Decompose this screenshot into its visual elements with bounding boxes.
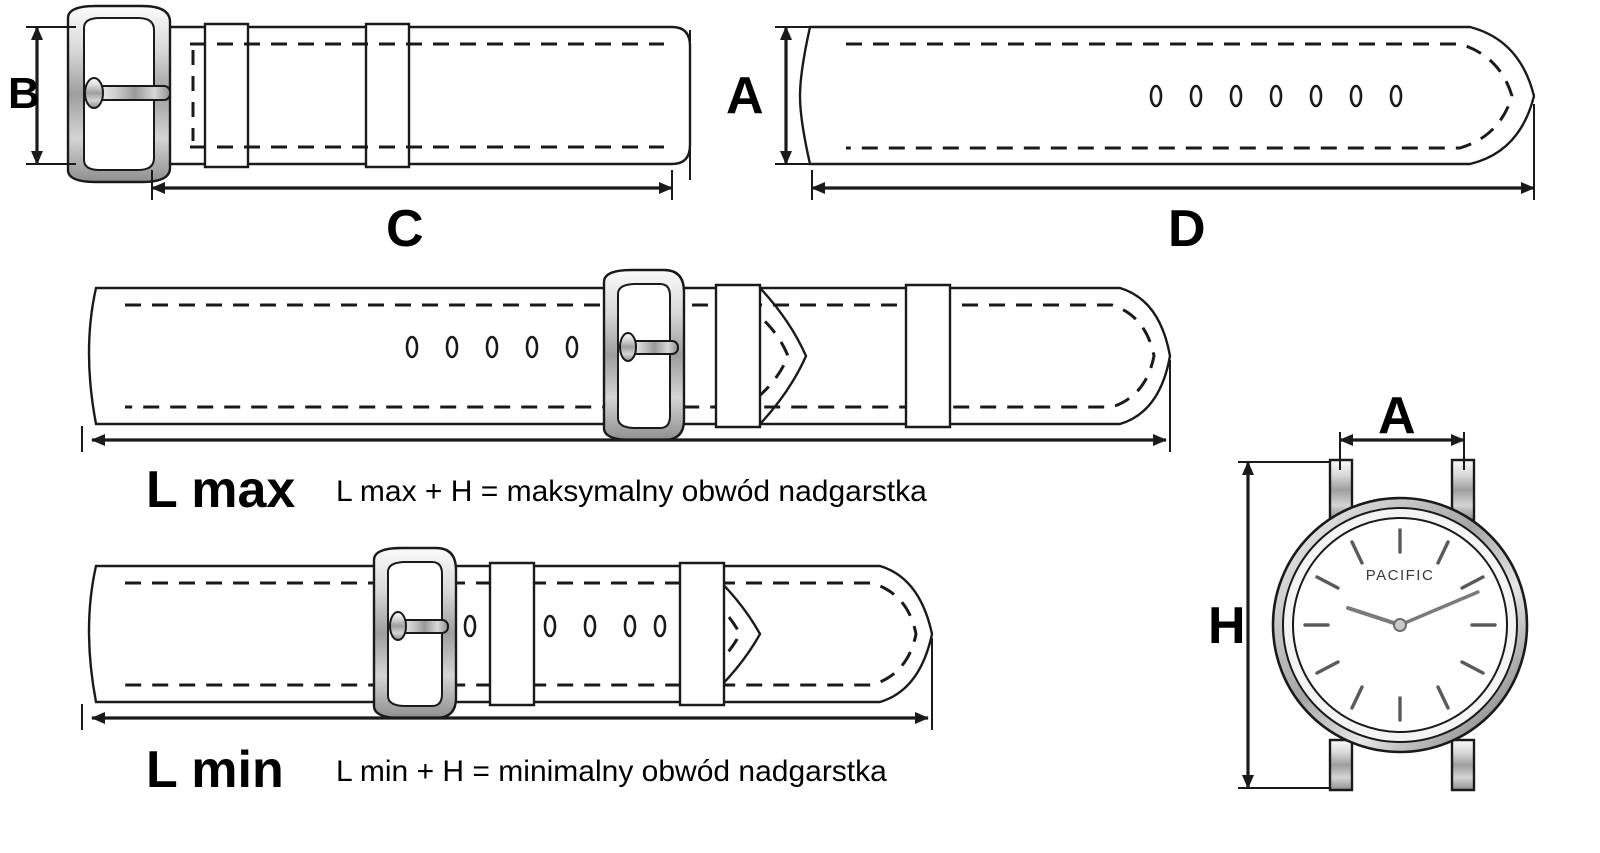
note-l-min-formula: L min + H = minimalny obwód nadgarstka xyxy=(336,755,887,788)
buckle-metal-lmin xyxy=(374,548,456,718)
hands-pivot xyxy=(1394,619,1406,631)
label-l-min: L min xyxy=(146,741,284,799)
strap-assembled-lmax xyxy=(89,270,1170,440)
strap-buckle-end-top-left xyxy=(68,6,690,182)
buckle-metal xyxy=(68,6,170,182)
watch-brand-label: PACIFIC xyxy=(1365,567,1435,584)
note-l-max-formula: L max + H = maksymalny obwód nadgarstka xyxy=(336,475,927,508)
label-h: H xyxy=(1208,597,1246,655)
watch-case-front-view xyxy=(1273,460,1527,790)
label-d: D xyxy=(1168,200,1206,258)
strap-assembled-lmin xyxy=(89,548,932,718)
label-b: B xyxy=(8,69,40,118)
label-l-max: L max xyxy=(146,461,296,519)
label-a-strap: A xyxy=(726,67,764,125)
strap-tip-end-top-right xyxy=(800,27,1534,164)
buckle-metal-lmax xyxy=(604,270,684,440)
label-a-case: A xyxy=(1378,387,1416,445)
label-c: C xyxy=(386,200,424,258)
